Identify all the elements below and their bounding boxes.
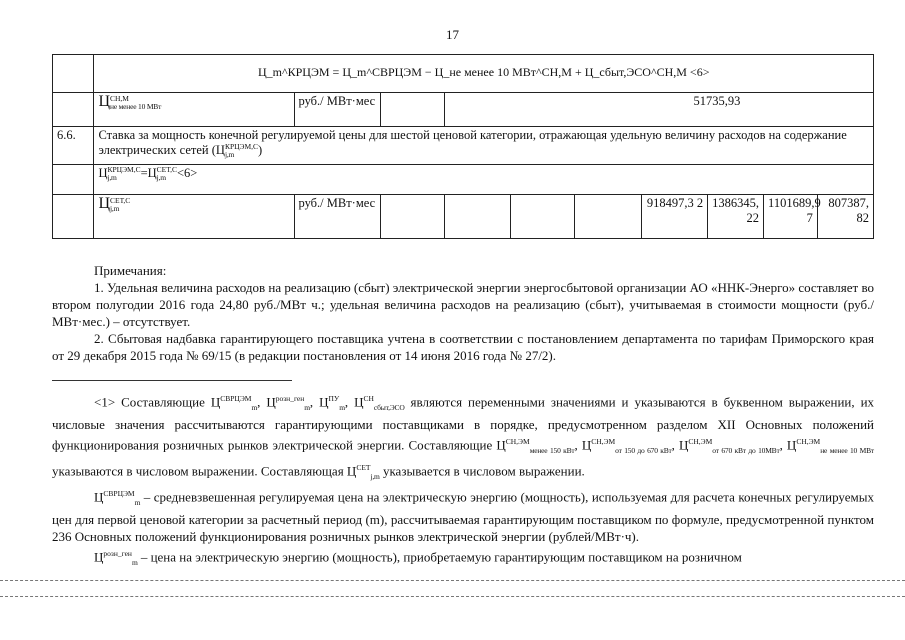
table-cell-value: 918497,3 2 [641,195,707,239]
note-paragraph-1: 1. Удельная величина расходов на реализацию (сбыт) электрической энергии энергосбытовой организации АО «ННК-Энерго» составляет во втором полугодии 2016 года 24,80 руб./МВт ч.; удельная величина расходов на реализацию (сбыт), учитываемая в стоимости мощности (руб./ МВт·мес.) – отсутствует. [52,280,874,329]
notes-section [52,262,874,364]
formula-text: Ц_m^КРЦЭМ = Ц_m^СВРЦЭМ − Ц_не менее 10 МВт^СН,М + Ц_сбыт,ЭСО^СН,М <6> [257,65,710,79]
notes-header: Примечания: [94,263,167,278]
footnote-paragraph-1: <1> Составляющие $Ц^{СВРЦЭМ}_m$, $Ц^{розн\_ген}_m$, $Ц^{ПУ}_m$, $Ц^{СН}_{сбыт,ЭСО}$ являются переменными значениями и указываются в буквенном выражении, их числовые значения рассчитываются гарантирующими поставщиками в порядке, предусмотренном разделом XII Основных положений функционирования розничных рынков электрической энергии. Составляющие $Ц^{СН,ЭМ}_{менее 150 кВт}$, $Ц^{СН,ЭМ}_{от 150 до 670 кВт}$, $Ц^{СН,ЭМ}_{от 670 кВт до 10МВт}$, $Ц^{СН,ЭМ}_{не менее 10 МВт}$ указываются в числовом выражении. Составляющая $Ц^{СЕТ}_{j,m}$ указывается в числовом выражении. [52,394,875,481]
table-cell-value: 1386345, 22 [708,195,764,239]
row-66-desc: Ставка за мощность конечной регулируемой цены для шестой ценовой категории, отражающая удельную величину расходов на содержание электрических сетей (Ц КРЦЭМ,С j,m ) [94,127,874,165]
formula-2-cell: Ц КРЦЭМ,С j,m =Ц СЕТ,С j,m <6> [94,165,874,195]
formula-row-2 [53,165,874,195]
cn-symbol-cell: Ц СН,М не менее 10 МВт [94,93,294,127]
row-num-cell [53,55,94,93]
formula-cell [94,55,874,93]
set-symbol-cell: Ц СЕТ,С j,m [94,195,294,239]
tariff-table [52,54,874,239]
note-paragraph-2: 2. Сбытовая надбавка гарантирующего поставщика учтена в соответствии с постановлением департамента по тарифам Приморского края от 29 декабря 2015 года № 69/15 (в редакции постановления от 14 июня 2016 года № 27/2). [52,331,874,363]
table-row-set [53,195,874,239]
table-row-66 [53,127,874,165]
row-num-66: 6.6. [53,127,94,165]
footnote-paragraph-3: $Ц^{розн\_ген}_m$ – цена на электрическую энергию (мощность), приобретаемую гарантирующим поставщиком на розничном [94,548,742,567]
table-row-cn [53,93,874,127]
set-unit-cell: руб./ МВт·мес [294,195,380,239]
table-cell-value: 1101689,9 7 [764,195,818,239]
cn-unit-cell: руб./ МВт·мес [294,93,380,127]
page-edge-dashes [0,596,905,597]
page-edge-dashes [0,580,905,581]
page-number: 17 [446,27,459,42]
cn-value-cell: 51735,93 [444,93,873,127]
formula-row [53,55,874,93]
footnote-paragraph-2: $Ц^{СВРЦЭМ}_m$ – средневзвешенная регулируемая цена на электрическую энергию (мощность), используемая для расчета конечных регулируемых цен для первой ценовой категории за расчетный период (m), рассчитываемая гарантирующим поставщиком по формуле, предусмотренной пунктом 236 Основных положений функционирования розничных рынков электрической энергии (рублей/МВт·ч). [52,488,874,544]
footnote-section [52,390,874,571]
footnote-divider [52,380,292,381]
table-cell-value: 807387, 82 [817,195,873,239]
